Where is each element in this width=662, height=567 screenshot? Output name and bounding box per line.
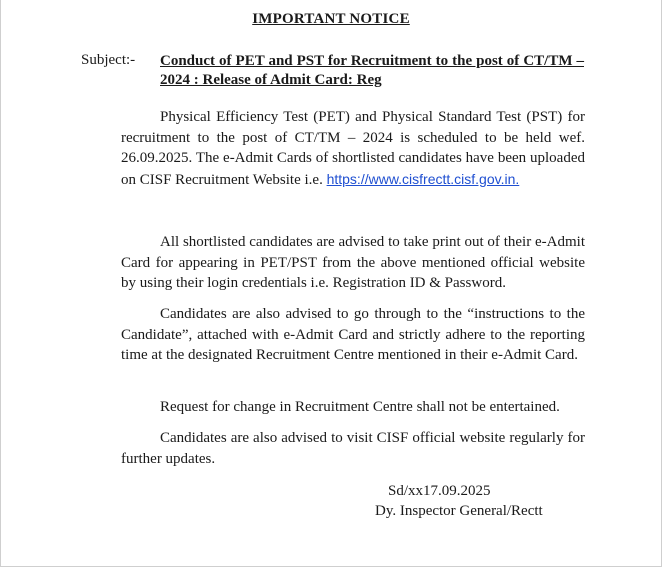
signature-block <box>375 481 575 521</box>
recruitment-website-link[interactable]: https://www.cisfrectt.cisf.gov.in. <box>326 170 520 187</box>
paragraph-visit-website: Candidates are also advised to visit CISF official website regularly for further updates. <box>121 430 585 467</box>
signature-date: Sd/xx17.09.2025 <box>388 483 491 499</box>
signature-designation: Dy. Inspector General/Rectt <box>375 503 543 519</box>
paragraph-schedule-text: Physical Efficiency Test (PET) and Physical Standard Test (PST) for recruitment to the post of CT/TM – 2024 is scheduled to be held wef. 26.09.2025. The e-Admit Cards of shortlisted candidates have been uploaded on CISF Recruitment Website i.e. <box>121 109 585 188</box>
notice-title: IMPORTANT NOTICE <box>252 11 410 27</box>
paragraph-instructions: Candidates are also advised to go through to the “instructions to the Candidate”, attached with e-Admit Card and strictly adhere to the reporting time at the designated Recruitment Centre mentioned in their e-Admit Card. <box>121 306 585 363</box>
subject-text: Conduct of PET and PST for Recruitment to the post of CT/TM – 2024 : Release of Admit Card: Reg <box>160 53 584 88</box>
paragraph-admit-card-print: All shortlisted candidates are advised to take print out of their e-Admit Card for appearing in PET/PST from the above mentioned official website by using their login credentials i.e. Registration ID & Password. <box>121 234 585 291</box>
paragraph-schedule <box>121 107 585 190</box>
paragraph-centre-change: Request for change in Recruitment Centre shall not be entertained. <box>160 399 560 415</box>
subject-label: Subject:- <box>81 52 136 68</box>
